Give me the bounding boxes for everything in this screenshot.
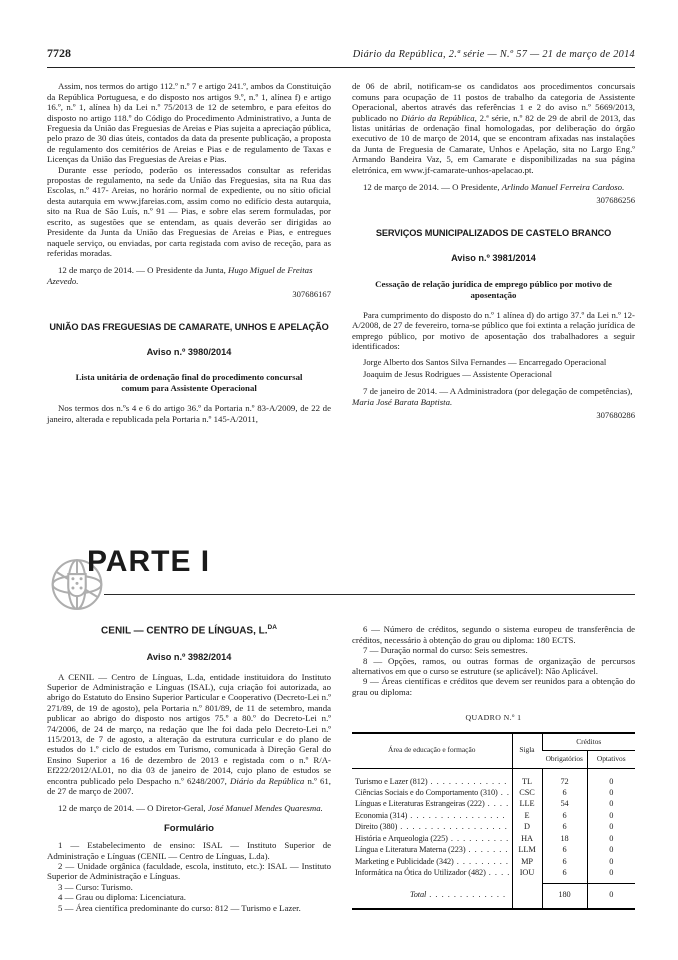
- list-item: 2 — Unidade orgânica (faculdade, escola, instituto, etc.): ISAL — Instituto Superior de Administração e Línguas.: [47, 861, 331, 882]
- worker-line: Jorge Alberto dos Santos Silva Fernandes — Encarregado Operacional: [363, 357, 607, 368]
- list-item: 9 — Áreas científicas e créditos que devem ser reunidos para a obtenção do grau ou diploma:: [352, 676, 635, 697]
- paragraph: [47, 672, 331, 797]
- list-item: 5 — Área científica predominante do curso: 812 — Turismo e Lazer.: [58, 902, 301, 913]
- col-header-creditos: Créditos: [542, 733, 635, 751]
- edition-title: Diário da República, 2.ª série — N.º 57 — 21 de março de 2014: [352, 49, 635, 60]
- obrig-cell: 6: [542, 856, 587, 867]
- aviso-heading: Aviso n.º 3982/2014: [146, 652, 232, 663]
- signature-date: 12 de março de 2014. — O Presidente da Junta,: [58, 265, 229, 276]
- list-item: 7 — Duração normal do curso: Seis semestres.: [363, 645, 528, 656]
- sigla-cell: E: [512, 810, 542, 821]
- signature-line: [47, 803, 331, 813]
- signature-name: Arlindo Manuel Ferreira Cardoso.: [501, 182, 625, 193]
- parte-band: [47, 545, 635, 617]
- obrig-cell: 6: [542, 844, 587, 855]
- quadro-caption: QUADRO N.º 1: [465, 713, 522, 723]
- dot-leader: [489, 867, 509, 878]
- dot-leader: [469, 844, 509, 855]
- subject-heading: Cessação de relação jurídica de emprego público por motivo de aposentação: [375, 278, 612, 300]
- area-cell: Marketing e Publicidade (342): [355, 856, 454, 866]
- col-header-obrigatorios: Obrigatórios: [545, 754, 583, 764]
- table-total-row: [352, 884, 635, 909]
- parte-title: PARTE I: [87, 545, 211, 579]
- list-item: 6 — Número de créditos, segundo o sistema europeu de transferência de créditos, necessário à obtenção do grau ou diploma: 180 ECTS.: [352, 624, 635, 645]
- dot-leader: [430, 776, 508, 787]
- table-header: [352, 733, 635, 769]
- area-cell: História e Arqueologia (225): [355, 833, 448, 843]
- opt-cell: 0: [587, 810, 635, 821]
- obrig-cell: 54: [542, 798, 587, 809]
- credits-table: [352, 732, 635, 910]
- col-header-optativos: Optativos: [587, 751, 635, 769]
- signature-name: José Manuel Mendes Quaresma.: [207, 803, 323, 814]
- opt-cell: 0: [587, 768, 635, 787]
- area-cell: Informática na Ótica do Utilizador (482): [355, 868, 486, 878]
- aviso-heading: Aviso n.º 3981/2014: [451, 253, 536, 264]
- signature-date: 12 de março de 2014. — O Diretor-Geral,: [58, 803, 208, 814]
- list-item: 8 — Opções, ramos, ou outras formas de organização de percursos alternativos em que o curso se estruture (se aplicável): Não Aplicável.: [352, 655, 635, 677]
- list-item: 4 — Grau ou diploma: Licenciatura.: [58, 892, 187, 903]
- sigla-cell: MP: [512, 856, 542, 867]
- sigla-cell: D: [512, 821, 542, 832]
- paragraph-part: 2.ª série, n.º 82 de 29 de abril de 2013, das listas unitárias de ordenação final homologadas, por deliberação do órgão executivo de 10 de março de 2014, que se encontram afixadas nas instalações da Junta de Freguesia de Camarate, Unhos e Apelação, sita no Largo Eng.º Armando Bandeira Vaz, 5, em Camarate e disponibilizadas na sua página eletrónica, em www.jf-camarate-unhos-apelacao.pt.: [352, 112, 635, 175]
- page-number: 7728: [47, 46, 71, 60]
- journal-name-italic: Diário da República,: [401, 112, 477, 123]
- section-parte-1: [47, 617, 635, 913]
- opt-cell: 0: [587, 787, 635, 798]
- sigla-cell: CSC: [512, 787, 542, 798]
- org-heading: SERVIÇOS MUNICIPALIZADOS DE CASTELO BRANCO: [375, 227, 612, 238]
- total-obrig-cell: 180: [542, 884, 587, 909]
- sigla-cell: LLM: [512, 844, 542, 855]
- dot-leader: [451, 833, 509, 844]
- opt-cell: 0: [587, 844, 635, 855]
- signature-date: 12 de março de 2014. — O Presidente,: [363, 182, 502, 193]
- org-heading-text: CENIL — CENTRO DE LÍNGUAS, L.: [101, 625, 268, 637]
- paragraph: [352, 81, 635, 175]
- dot-leader: [488, 798, 509, 809]
- worker-list: [352, 357, 635, 379]
- opt-cell: 0: [587, 867, 635, 884]
- table-row: [352, 810, 635, 821]
- obrig-cell: 6: [542, 821, 587, 832]
- paragraph: Assim, nos termos do artigo 112.º n.º 7 e artigo 241.º, ambos da Constituição da República Portuguesa, e do disposto nos artigos 9.º, n.º 1, alínea f) e artigo 16.º, n.º 1, alínea h) da Lei n.º 75/2013 de 12 de setembro, e para efeitos do disposto no artigo 118.º do Código do Procedimento Administrativo, a Junta de Freguesia da União das Freguesias de Areias e Pias sujeita a apreciação pública, pelo prazo de 30 dias úteis, contados da data da presente publicação, a proposta de regulamento dos cemitérios de Areias e Pias e de regulamento de Taxas e Licenças da União das Freguesias de Areias e Pias.: [47, 81, 331, 165]
- table-row: [352, 856, 635, 867]
- sigla-cell: TL: [512, 768, 542, 787]
- col-header-area: Área de educação e formação: [388, 745, 476, 755]
- registration-number: 307686256: [596, 195, 635, 206]
- area-cell: Ciências Sociais e do Comportamento (310): [355, 788, 498, 798]
- paragraph-part: A CENIL — Centro de Línguas, L.da, entidade instituidora do Instituto Superior de Administração e Línguas (ISAL), cuja criação foi autorizada, ao abrigo do Estatuto do Ensino Superior Particular e Cooperativo (Decreto-Lei n.º 271/89, de 19 de agosto), pela Portaria n.º 801/89, de 11 de setembro, manda publicar ao abrigo do disposto nos artigos 75.º a 80.º do Decreto-Lei n.º 74/2006, de 24 de março, na redação que lhe foi dada pelo Decreto-Lei n.º 115/2013, de 7 de agosto, a alteração da estrutura curricular e do plano de estudos do 1.º ciclo de estudos em Turismo, comunicada à Direção Geral do Ensino Superior a 16 de dezembro de 2013 e registada com o n.º R/A-Ef222/2012/AL01, no dia 03 de janeiro de 2014, cujo plano de estudos se encontra publicado pelo Despacho n.º 6248/2007,: [47, 671, 331, 786]
- registration-number: 307686167: [292, 289, 331, 300]
- journal-name-italic: Diário da República: [230, 775, 305, 786]
- column-left: [47, 617, 331, 913]
- dot-leader: [501, 787, 509, 798]
- sigla-cell: LLE: [512, 798, 542, 809]
- org-heading: UNIÃO DAS FREGUESIAS DE CAMARATE, UNHOS E APELAÇÃO: [49, 321, 329, 332]
- signature-line: [352, 182, 635, 192]
- table-row: [352, 787, 635, 798]
- table-row: [352, 768, 635, 787]
- page-header: [47, 48, 635, 60]
- total-opt-cell: 0: [587, 884, 635, 909]
- paragraph: Para cumprimento do disposto do n.º 1 alínea d) do artigo 37.º da Lei n.º 12-A/2008, de 27 de fevereiro, torna-se público que foi extinta a relação jurídica de emprego público, por motivo de aposentação dos trabalhadores a seguir identificados:: [352, 309, 635, 351]
- paragraph: Durante esse período, poderão os interessados consultar as referidas propostas de regulamento, na sede da União das Freguesias, sita na Rua das Escolas, n.º 417- Areias, no horário normal de expediente, ou no sítio oficial desta autarquia em www.jfareias.com, assim como no edifício desta autarquia, sito na Rua de São Luís, n.º 91 — Pias, e sobre elas serem formuladas, por escrito, as sugestões que se entendam, as quais deverão ser dirigidas ao Presidente da Junta da União das Freguesias de Areias e Pias, e entregues naquele serviço, ou enviadas, por carta registada com aviso de receção, para as referidas moradas.: [47, 164, 331, 258]
- dot-leader: [457, 856, 509, 867]
- aviso-heading: Aviso n.º 3980/2014: [146, 346, 232, 357]
- section-avisos: [47, 81, 635, 553]
- sigla-cell: HA: [512, 833, 542, 844]
- dot-leader: [410, 810, 508, 821]
- sigla-cell: [512, 884, 542, 909]
- paragraph-part: n.º 61, de 27 de março de 2007.: [47, 775, 331, 797]
- opt-cell: 0: [587, 798, 635, 809]
- signature-name: Hugo Miguel de Freitas Azevedo.: [47, 265, 313, 286]
- table-row: [352, 833, 635, 844]
- table-row: [352, 844, 635, 855]
- table-row: [352, 821, 635, 832]
- subject-heading: Lista unitária de ordenação final do procedimento concursal comum para Assistente Operacional: [75, 372, 303, 394]
- signature-name: Maria José Barata Baptista.: [352, 396, 453, 407]
- column-right: [352, 81, 635, 553]
- sigla-cell: IOU: [512, 867, 542, 884]
- org-heading: [47, 623, 331, 637]
- org-heading-sup: DA: [267, 624, 277, 632]
- registration-number: 307680286: [596, 409, 635, 420]
- opt-cell: 0: [587, 856, 635, 867]
- parte-rule: [104, 594, 635, 595]
- table-row: [352, 798, 635, 809]
- area-cell: Direito (380): [355, 822, 398, 832]
- total-label: Total: [410, 890, 427, 900]
- signature-line: [352, 386, 635, 407]
- signature-line: [47, 265, 331, 286]
- opt-cell: 0: [587, 821, 635, 832]
- paragraph-part: de 06 de abril, notificam-se os candidatos aos procedimentos concursais comuns para ocupação de 11 postos de trabalho da categoria de Assistente Operacional, abertos através das referências 1 e 2 do aviso n.º 5669/2013, publicado no: [352, 81, 635, 123]
- dot-leader: [400, 821, 508, 832]
- dot-leader: [429, 889, 508, 900]
- formulario-heading: Formulário: [163, 822, 215, 834]
- area-cell: Turismo e Lazer (812): [355, 776, 428, 786]
- table-row: [352, 867, 635, 884]
- area-cell: Economia (314): [355, 810, 408, 820]
- area-cell: Línguas e Literaturas Estrangeiras (222): [355, 799, 485, 809]
- header-rule: [47, 67, 635, 68]
- area-cell: Língua e Literatura Materna (223): [355, 845, 466, 855]
- column-right: [352, 617, 635, 913]
- opt-cell: 0: [587, 833, 635, 844]
- list-item: 3 — Curso: Turismo.: [58, 881, 133, 892]
- list-item: 1 — Estabelecimento de ensino: ISAL — Instituto Superior de Administração e Línguas (CENIL — Centro de Línguas, L.da).: [47, 840, 331, 861]
- column-left: [47, 81, 331, 553]
- obrig-cell: 72: [542, 768, 587, 787]
- obrig-cell: 6: [542, 867, 587, 884]
- worker-line: Joaquim de Jesus Rodrigues — Assistente Operacional: [363, 368, 553, 379]
- paragraph: Nos termos dos n.ºs 4 e 6 do artigo 36.º da Portaria n.º 83-A/2009, de 22 de janeiro, alterada e republicada pela Portaria n.º 145-A/2011,: [47, 403, 331, 424]
- obrig-cell: 6: [542, 787, 587, 798]
- obrig-cell: 6: [542, 810, 587, 821]
- obrig-cell: 18: [542, 833, 587, 844]
- col-header-sigla: Sigla: [512, 733, 542, 769]
- signature-date: 7 de janeiro de 2014. — A Administradora (por delegação de competências),: [363, 386, 633, 397]
